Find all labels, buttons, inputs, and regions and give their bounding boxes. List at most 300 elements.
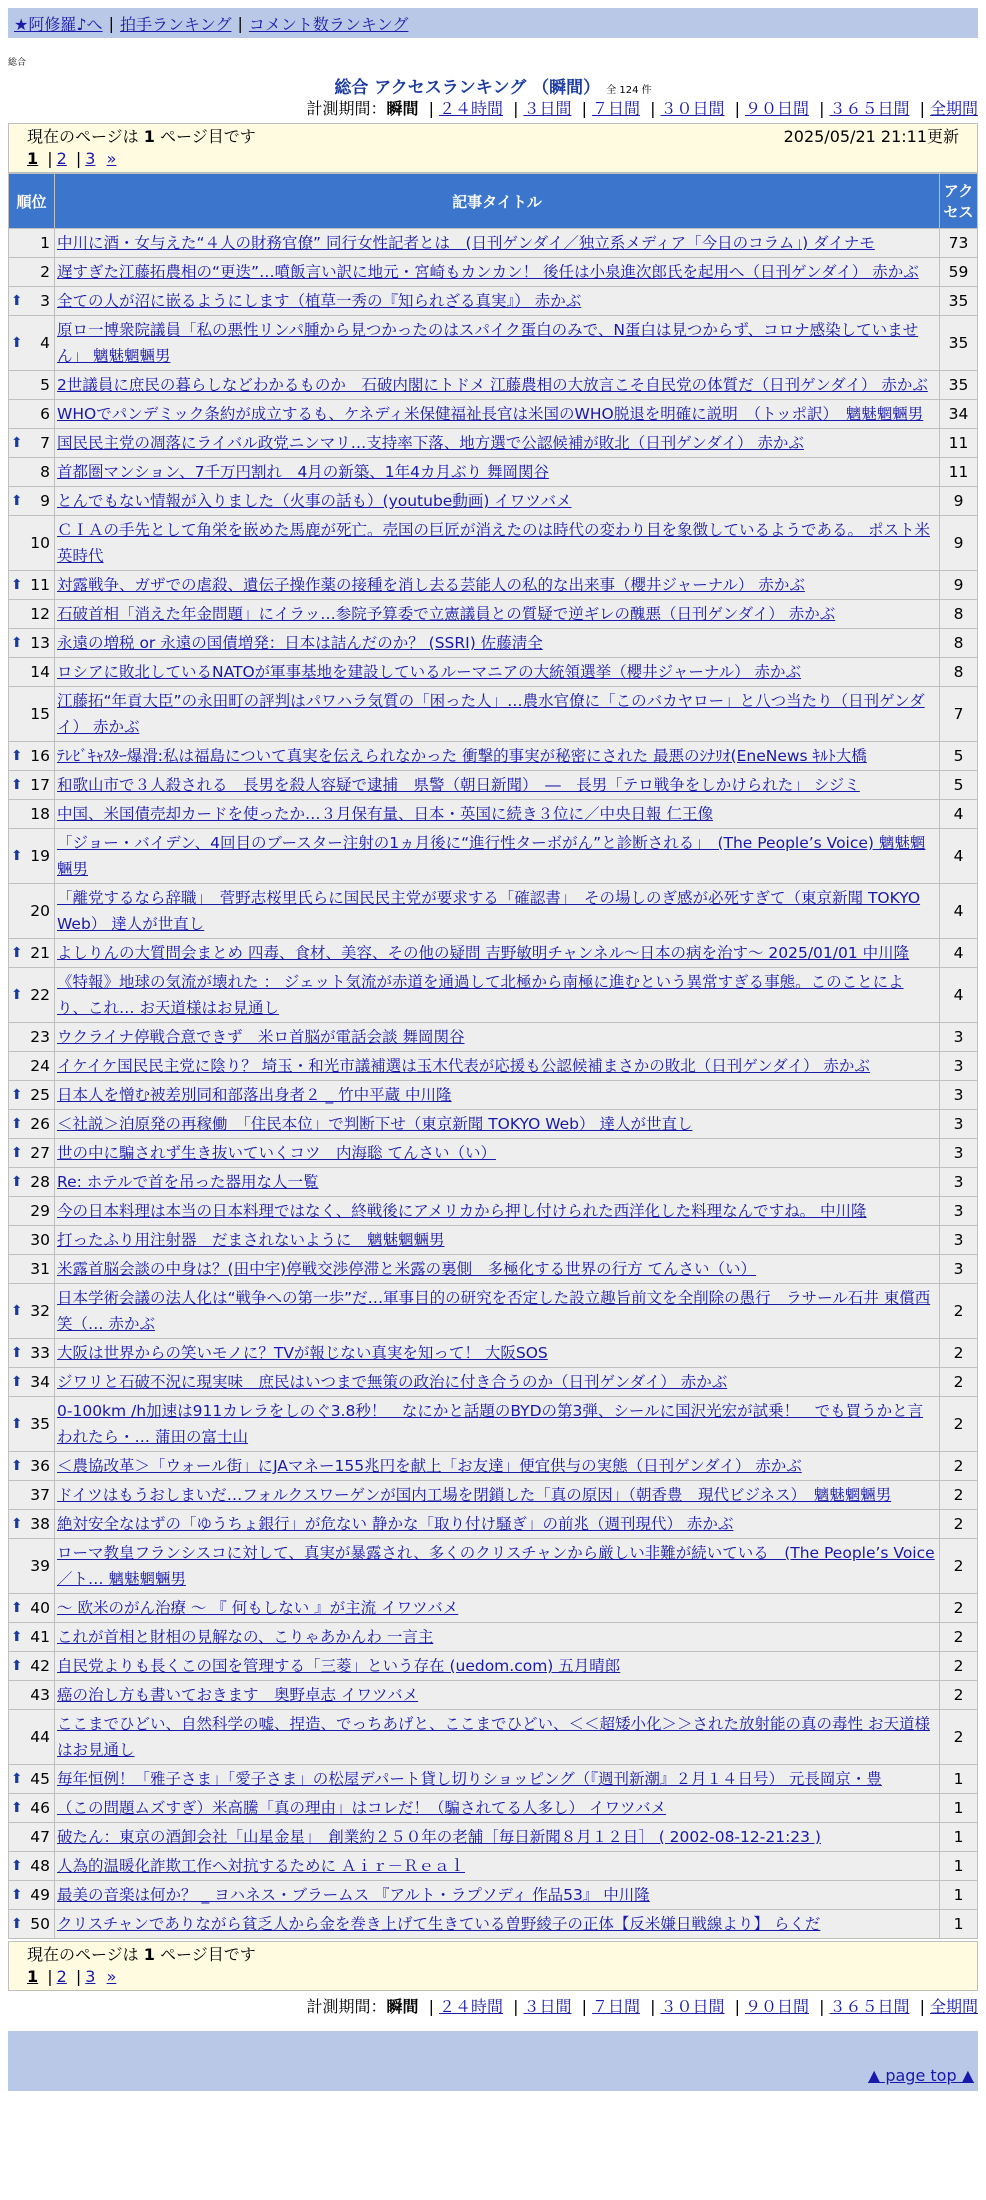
table-row [9,742,978,771]
rank-number: 27 [25,1139,55,1168]
article-title-cell [55,229,940,258]
nav-separator: | [237,13,243,33]
article-title-link[interactable]: ＣＩＡの手先として角栄を嵌めた馬鹿が死亡。売国の巨匠が消えたのは時代の変わり目を象徴しているようである。 ポスト米英時代 [57,521,930,565]
access-count: 1 [940,1852,978,1881]
pager-top: 現在のページは 1 ページ目です 2025/05/21 21:11更新 1 | 2 | 3 » [8,123,978,173]
table-row [9,429,978,458]
rank-up-arrow-icon [9,1481,25,1510]
article-title-link[interactable]: 人為的温暖化詐欺工作へ対抗するために Ａｉｒ－Ｒｅａｌ [57,1857,465,1875]
access-count: 3 [940,1139,978,1168]
rank-number: 45 [25,1765,55,1794]
article-title-link[interactable]: 最美の音楽は何か？ _ ヨハネス・ブラームス 『アルト・ラプソディ 作品53』 中川隆 [57,1886,650,1904]
rank-number: 29 [25,1197,55,1226]
rank-number: 47 [25,1823,55,1852]
rank-number: 15 [25,687,55,742]
article-title-cell [55,829,940,884]
rank-up-arrow-icon: ⬆ [9,287,25,316]
page-link-3[interactable]: 3 [85,1967,96,1986]
rank-number: 9 [25,487,55,516]
article-title-cell [55,968,940,1023]
access-count: 2 [940,1339,978,1368]
article-title-link[interactable]: ＜社説＞泊原発の再稼働 「住民本位」で判断下せ（東京新聞 TOKYO Web） 達人が世直し [57,1115,693,1133]
period-link-3d[interactable]: ３日間 [523,1997,572,2016]
article-title-cell [55,400,940,429]
article-title-cell [55,1539,940,1594]
article-title-link[interactable]: これが首相と財相の見解なの、こりゃあかんわ 一言主 [57,1628,434,1646]
rank-up-arrow-icon: ⬆ [9,1794,25,1823]
rank-number: 24 [25,1052,55,1081]
period-link-365d[interactable]: ３６５日間 [829,99,910,118]
access-count: 73 [940,229,978,258]
rank-up-arrow-icon [9,687,25,742]
pager-bottom: 現在のページは 1 ページ目です 1 | 2 | 3 » [8,1941,978,1991]
access-count: 2 [940,1510,978,1539]
access-count: 5 [940,771,978,800]
article-title-cell [55,1168,940,1197]
rank-up-arrow-icon: ⬆ [9,429,25,458]
rank-number: 48 [25,1852,55,1881]
period-current: 瞬間 [386,99,419,118]
rank-up-arrow-icon: ⬆ [9,1139,25,1168]
table-row [9,400,978,429]
article-title-link[interactable]: 大阪は世界からの笑いモノに？TVが報じない真実を知って！ 大阪SOS [57,1344,548,1362]
article-title-link[interactable]: ローマ教皇フランシスコに対して、真実が暴露され、多くのクリスチャンから厳しい非難が続いている (The People’s Voice／ト… 魑魅魍魎男 [57,1544,935,1588]
article-title-cell [55,1652,940,1681]
access-count: 3 [940,1110,978,1139]
rank-up-arrow-icon [9,600,25,629]
access-count: 4 [940,829,978,884]
article-title-link[interactable]: ウクライナ停戦合意できず 米ロ首脳が電話会談 舞岡関谷 [57,1028,465,1046]
page-next-link[interactable]: » [106,149,117,168]
rank-up-arrow-icon: ⬆ [9,1594,25,1623]
table-row [9,829,978,884]
article-title-link[interactable]: 日本学術会議の法人化は“戦争への第一歩”だ…軍事目的の研究を否定した設立趣旨前文を全削除の愚行 ラサール石井 東償西笑（… 赤かぶ [57,1289,931,1333]
table-row [9,1765,978,1794]
article-title-cell [55,771,940,800]
rank-number: 2 [25,258,55,287]
rank-up-arrow-icon: ⬆ [9,1881,25,1910]
rank-up-arrow-icon [9,1052,25,1081]
rank-number: 42 [25,1652,55,1681]
rank-up-arrow-icon [9,1539,25,1594]
period-selector-bottom: 計測期間：瞬間 | ２４時間 | ３日間 | ７日間 | ３０日間 | ９０日間 | ３６５日間 | 全期間 [306,1997,978,2016]
article-title-link[interactable]: 絶対安全なはずの「ゆうちょ銀行」が危ない 静かな「取り付け騒ぎ」の前兆（週刊現代） 赤かぶ [57,1515,734,1533]
period-label: 計測期間： [306,99,387,118]
article-title-link[interactable]: 日本人を憎む被差別同和部落出身者２ _ 竹中平蔵 中川隆 [57,1086,452,1104]
article-title-link[interactable]: 中川に酒・女与えた“４人の財務官僚” 同行女性記者とは (日刊ゲンダイ／独立系メディア「今日のコラム」) ダイナモ [57,234,875,252]
rank-number: 21 [25,939,55,968]
article-title-cell [55,1339,940,1368]
table-row [9,1339,978,1368]
rank-up-arrow-icon: ⬆ [9,771,25,800]
access-count: 2 [940,1594,978,1623]
nav-link-asyura[interactable]: ★阿修羅♪へ [14,14,103,34]
article-title-cell [55,1594,940,1623]
rank-up-arrow-icon: ⬆ [9,968,25,1023]
table-row [9,1023,978,1052]
table-row [9,1852,978,1881]
article-title-link[interactable]: ＜農協改革＞「ウォール街」にJAマネー155兆円を献上「お友達」便宜供与の実態（日刊ゲンダイ） 赤かぶ [57,1457,802,1475]
rank-up-arrow-icon: ⬆ [9,1110,25,1139]
rank-number: 37 [25,1481,55,1510]
article-title-cell [55,1110,940,1139]
rank-up-arrow-icon [9,1681,25,1710]
page-top-link[interactable]: ▲ page top ▲ [867,2066,974,2085]
article-title-link[interactable]: 癌の治し方も書いておきます 奥野卓志 イワツバメ [57,1686,419,1704]
table-row [9,1110,978,1139]
article-title-cell [55,1823,940,1852]
table-row [9,371,978,400]
table-row [9,939,978,968]
rank-up-arrow-icon: ⬆ [9,629,25,658]
access-count: 2 [940,1681,978,1710]
article-title-cell [55,658,940,687]
article-title-cell [55,1081,940,1110]
rank-up-arrow-icon: ⬆ [9,1510,25,1539]
rank-number: 16 [25,742,55,771]
article-title-link[interactable]: 首都圏マンション、7千万円割れ 4月の新築、1年4カ月ぶり 舞岡関谷 [57,463,549,481]
rank-up-arrow-icon [9,1023,25,1052]
access-count: 8 [940,600,978,629]
article-title-cell [55,429,940,458]
rank-up-arrow-icon: ⬆ [9,316,25,371]
rank-number: 38 [25,1510,55,1539]
article-title-link[interactable]: 世の中に騙されず生き抜いていくコツ 内海聡 てんさい（い） [57,1144,496,1162]
table-row [9,1539,978,1594]
header-title: 記事タイトル [55,174,940,229]
rank-number: 41 [25,1623,55,1652]
article-title-link[interactable]: 遅すぎた江藤拓農相の“更迭”…噴飯言い訳に地元・宮崎もカンカン！ 後任は小泉進次郎氏を起用へ（日刊ゲンダイ） 赤かぶ [57,263,919,281]
article-title-link[interactable]: 永遠の増税 or 永遠の国債増発：日本は詰んだのか？ (SSRI) 佐藤淸全 [57,634,543,652]
table-row [9,287,978,316]
article-title-link[interactable]: ﾃﾚﾋﾞｷｬｽﾀｰ爆滑:私は福島について真実を伝えられなかった 衝撃的事実が秘密にされた 最悪のｼﾅﾘｵ(EneNews ｷﾙﾄ大橋 [57,747,867,765]
rank-up-arrow-icon: ⬆ [9,1168,25,1197]
table-row [9,1139,978,1168]
period-link-90d[interactable]: ９０日間 [744,1997,809,2016]
article-title-cell [55,1397,940,1452]
rank-number: 49 [25,1881,55,1910]
period-link-24h[interactable]: ２４時間 [438,99,503,118]
page-link-3[interactable]: 3 [85,149,96,168]
article-title-cell [55,1481,940,1510]
table-row [9,1481,978,1510]
article-title-link[interactable]: 対露戦争、ガザでの虐殺、遺伝子操作薬の接種を消し去る芸能人の私的な出来事（櫻井ジャーナル） 赤かぶ [57,576,805,594]
rank-up-arrow-icon [9,516,25,571]
rank-up-arrow-icon: ⬆ [9,1852,25,1881]
access-count: 7 [940,687,978,742]
table-row [9,1197,978,1226]
rank-number: 33 [25,1339,55,1368]
article-title-link[interactable]: ドイツはもうおしまいだ…フォルクスワーゲンが国内工場を閉鎖した「真の原因」（朝香豊 現代ビジネス） 魑魅魍魎男 [57,1486,892,1504]
rank-number: 3 [25,287,55,316]
rank-up-arrow-icon: ⬆ [9,1368,25,1397]
rank-up-arrow-icon [9,800,25,829]
access-count: 1 [940,1823,978,1852]
rank-number: 20 [25,884,55,939]
rank-number: 22 [25,968,55,1023]
article-title-cell [55,1710,940,1765]
table-row [9,687,978,742]
access-count: 59 [940,258,978,287]
rank-up-arrow-icon [9,1255,25,1284]
table-row [9,487,978,516]
article-title-link[interactable]: クリスチャンでありながら貧乏人から金を巻き上げて生きている曽野綾子の正体【反米嫌日戦線より】 らくだ [57,1915,821,1933]
access-count: 8 [940,629,978,658]
article-title-link[interactable]: とんでもない情報が入りました（火事の話も）(youtube動画) イワツバメ [57,492,572,510]
access-count: 5 [940,742,978,771]
table-row [9,258,978,287]
table-row [9,658,978,687]
rank-up-arrow-icon: ⬆ [9,939,25,968]
rank-up-arrow-icon [9,458,25,487]
period-selector-top: 計測期間：瞬間 | ２４時間 | ３日間 | ７日間 | ３０日間 | ９０日間 | ３６５日間 | 全期間 [306,99,978,118]
nav-link-applause-ranking[interactable]: 拍手ランキング [119,14,232,34]
access-count: 35 [940,316,978,371]
article-title-link[interactable]: 全ての人が沼に嵌るようにします（植草一秀の『知られざる真実』） 赤かぶ [57,292,582,310]
rank-number: 5 [25,371,55,400]
nav-link-comment-ranking[interactable]: コメント数ランキング [248,14,409,34]
access-count: 11 [940,429,978,458]
period-link-3d[interactable]: ３日間 [523,99,572,118]
rank-number: 23 [25,1023,55,1052]
article-title-cell [55,516,940,571]
article-title-cell [55,1226,940,1255]
rank-number: 26 [25,1110,55,1139]
rank-number: 14 [25,658,55,687]
article-title-cell [55,800,940,829]
table-row [9,629,978,658]
article-title-link[interactable]: 中国、米国債売却カードを使ったか…３月保有量、日本・英国に続き３位に／中央日報 仁王像 [57,805,713,823]
nav-separator: | [108,13,114,33]
article-title-cell [55,1910,940,1939]
rank-number: 50 [25,1910,55,1939]
table-row [9,1452,978,1481]
access-count: 9 [940,516,978,571]
access-count: 2 [940,1284,978,1339]
article-title-link[interactable]: 江藤拓“年貢大臣”の永田町の評判はパワハラ気質の「困った人」…農水官僚に「このバカヤロー」と八つ当たり（日刊ゲンダイ） 赤かぶ [57,692,925,736]
table-row [9,1594,978,1623]
rank-number: 12 [25,600,55,629]
article-title-link[interactable]: 「離党するなら辞職」 菅野志桜里氏らに国民民主党が要求する「確認書」 その場しのぎ感が必死すぎて（東京新聞 TOKYO Web） 達人が世直し [57,889,921,933]
page-link-2[interactable]: 2 [56,1967,67,1986]
rank-up-arrow-icon [9,1197,25,1226]
rank-number: 35 [25,1397,55,1452]
article-title-cell [55,939,940,968]
access-count: 2 [940,1368,978,1397]
article-title-link[interactable]: 和歌山市で３人殺される 長男を殺人容疑で逮捕 県警（朝日新聞） ― 長男「テロ戦争をしかけられた」 シジミ [57,776,860,794]
access-count: 1 [940,1765,978,1794]
rank-up-arrow-icon: ⬆ [9,1397,25,1452]
article-title-link[interactable]: Re: ホテルで首を吊った器用な人一覧 [57,1173,319,1191]
rank-up-arrow-icon: ⬆ [9,1284,25,1339]
access-count: 8 [940,658,978,687]
table-row [9,1168,978,1197]
article-title-cell [55,1284,940,1339]
table-row [9,1652,978,1681]
access-count: 4 [940,800,978,829]
access-count: 1 [940,1910,978,1939]
article-title-cell [55,1052,940,1081]
access-count: 1 [940,1794,978,1823]
article-title-link[interactable]: ～ 欧米のがん治療 ～ 『 何もしない 』が主流 イワツバメ [57,1599,459,1617]
article-title-link[interactable]: 《特報》地球の気流が壊れた ： ジェット気流が赤道を通過して北極から南極に進むという異常すぎる事態。このことによ り、これ… お天道様はお見通し [57,973,904,1017]
article-title-cell [55,687,940,742]
table-row [9,1681,978,1710]
rank-up-arrow-icon [9,229,25,258]
period-link-365d[interactable]: ３６５日間 [829,1997,910,2016]
article-title-link[interactable]: 石破首相「消えた年金問題」にイラッ…参院予算委で立憲議員との質疑で逆ギレの醜悪（日刊ゲンダイ） 赤かぶ [57,605,836,623]
access-count: 4 [940,884,978,939]
access-count: 3 [940,1168,978,1197]
table-row [9,600,978,629]
access-count: 34 [940,400,978,429]
access-count: 3 [940,1197,978,1226]
rank-up-arrow-icon [9,400,25,429]
article-title-cell [55,1197,940,1226]
period-link-all[interactable]: 全期間 [929,1997,978,2016]
article-title-link[interactable]: 国民民主党の凋落にライバル政党ニンマリ…支持率下落、地方選で公認候補が敗北（日刊ゲンダイ） 赤かぶ [57,434,804,452]
page-link-2[interactable]: 2 [56,149,67,168]
rank-number: 44 [25,1710,55,1765]
table-row [9,1710,978,1765]
rank-number: 4 [25,316,55,371]
rank-up-arrow-icon: ⬆ [9,1910,25,1939]
access-count: 4 [940,939,978,968]
article-title-link[interactable]: 米露首脳会談の中身は？(田中宇)停戦交渉停滞と米露の裏側 多極化する世界の行方 てんさい（い） [57,1260,757,1278]
category-label: 総合 [8,58,27,68]
page-title [0,73,986,98]
table-row [9,1368,978,1397]
header-rank: 順位 [9,174,55,229]
period-link-all[interactable]: 全期間 [929,99,978,118]
period-link-30d[interactable]: ３０日間 [660,99,725,118]
rank-up-arrow-icon: ⬆ [9,571,25,600]
rank-number: 11 [25,571,55,600]
table-row [9,771,978,800]
article-title-link[interactable]: 「ジョー・バイデン、4回目のブースター注射の1ヵ月後に“進行性ターボがん”と診断される」 (The People’s Voice) 魑魅魍魎男 [57,834,926,878]
rank-number: 43 [25,1681,55,1710]
table-row [9,1284,978,1339]
rank-up-arrow-icon: ⬆ [9,1652,25,1681]
article-title-cell [55,458,940,487]
rank-number: 30 [25,1226,55,1255]
article-title-link[interactable]: 原ロ一博衆院議員「私の悪性リンパ腫から見つかったのはスパイク蛋白のみで、N蛋白は見つからず、コロナ感染していません」 魑魅魍魎男 [57,321,919,365]
rank-number: 6 [25,400,55,429]
article-title-cell [55,1452,940,1481]
rank-number: 10 [25,516,55,571]
access-count: 2 [940,1623,978,1652]
access-count: 35 [940,371,978,400]
article-title-link[interactable]: イケイケ国民民主党に陰り？ 埼玉・和光市議補選は玉木代表が応援も公認候補まさかの敗北（日刊ゲンダイ） 赤かぶ [57,1057,870,1075]
article-title-cell [55,316,940,371]
total-count: 全 124 件 [606,85,652,96]
period-link-7d[interactable]: ７日間 [591,99,640,118]
article-title-link[interactable]: （この問題ムズすぎ）米高騰「真の理由」はコレだ！（騙されてる人多し） イワツバメ [57,1799,667,1817]
article-title-cell [55,1255,940,1284]
rank-up-arrow-icon [9,371,25,400]
article-title-link[interactable]: 自民党よりも長くこの国を管理する「三菱」という存在 (uedom.com) 五月晴郎 [57,1657,621,1675]
page-next-link[interactable]: » [106,1967,117,1986]
page-status: 現在のページは 1 ページ目です [27,127,256,146]
table-row [9,1255,978,1284]
rank-number: 17 [25,771,55,800]
rank-number: 39 [25,1539,55,1594]
top-nav-bar [8,8,978,38]
page-current: 1 [27,1967,39,1986]
rank-up-arrow-icon [9,658,25,687]
table-row [9,968,978,1023]
rank-number: 18 [25,800,55,829]
table-row [9,1397,978,1452]
table-row [9,516,978,571]
rank-up-arrow-icon: ⬆ [9,829,25,884]
article-title-link[interactable]: 2世議員に庶民の暮らしなどわかるものか 石破内閣にトドメ 江藤農相の大放言こそ自民党の体質だ（日刊ゲンダイ） 赤かぶ [57,376,928,394]
access-count: 2 [940,1397,978,1452]
rank-number: 40 [25,1594,55,1623]
article-title-link[interactable]: ここまでひどい、自然科学の嘘、捏造、でっちあげと、ここまでひどい、＜＜超矮小化＞＞された放射能の真の毒性 お天道様はお見通し [57,1715,930,1759]
period-link-30d[interactable]: ３０日間 [660,1997,725,2016]
table-row [9,1910,978,1939]
table-row [9,571,978,600]
article-title-cell [55,600,940,629]
article-title-link[interactable]: 今の日本料理は本当の日本料理ではなく、終戦後にアメリカから押し付けられた西洋化した料理なんですね。 中川隆 [57,1202,867,1220]
article-title-cell [55,1681,940,1710]
rank-up-arrow-icon [9,1823,25,1852]
article-title-link[interactable]: 毎年恒例！「雅子さま」「愛子さま」の松屋デパート貸し切りショッピング（『週刊新潮』２月１４日号） 元長岡京・豊 [57,1770,882,1788]
article-title-link[interactable]: 破たん：東京の酒卸会社「山星金星」 創業約２５０年の老舗［毎日新聞８月１２日］ ( 2002-08-12-21:23 ) [57,1828,821,1846]
access-count: 4 [940,968,978,1023]
access-count: 35 [940,287,978,316]
access-count: 3 [940,1052,978,1081]
article-title-cell [55,487,940,516]
access-count: 3 [940,1255,978,1284]
article-title-cell [55,1881,940,1910]
access-count: 2 [940,1481,978,1510]
article-title-link[interactable]: WHOでパンデミック条約が成立するも、ケネディ米保健福祉長官は米国のWHO脱退を明確に説明 （トッポ訳） 魑魅魍魎男 [57,405,924,423]
page-title-text: 総合 アクセスランキング （瞬間） [334,78,601,98]
rank-number: 46 [25,1794,55,1823]
rank-number: 7 [25,429,55,458]
rank-up-arrow-icon: ⬆ [9,1081,25,1110]
article-title-cell [55,1794,940,1823]
article-title-cell [55,1368,940,1397]
table-row [9,1623,978,1652]
access-count: 2 [940,1452,978,1481]
article-title-cell [55,1852,940,1881]
article-title-link[interactable]: ジワリと石破不況に現実味 庶民はいつまで無策の政治に付き合うのか（日刊ゲンダイ） 赤かぶ [57,1373,728,1391]
period-link-7d[interactable]: ７日間 [591,1997,640,2016]
period-link-90d[interactable]: ９０日間 [744,99,809,118]
table-row [9,1881,978,1910]
article-title-link[interactable]: よしりんの大質問会まとめ 四毒、食材、美容、その他の疑問 吉野敏明チャンネル～日本の病を治す～ 2025/01/01 中川隆 [57,944,910,962]
period-link-24h[interactable]: ２４時間 [438,1997,503,2016]
rank-number: 34 [25,1368,55,1397]
article-title-cell [55,287,940,316]
article-title-link[interactable]: 打ったふり用注射器 だまされないように 魑魅魍魎男 [57,1231,445,1249]
rank-number: 31 [25,1255,55,1284]
access-count: 2 [940,1539,978,1594]
article-title-cell [55,884,940,939]
rank-up-arrow-icon [9,1226,25,1255]
access-count: 1 [940,1881,978,1910]
table-row [9,884,978,939]
article-title-link[interactable]: 0-100km /h加速は911カレラをしのぐ3.8秒！ なにかと話題のBYDの第3弾、シールに国沢光宏が試乗！ でも買うかと言われたら・… 蒲田の富士山 [57,1402,924,1446]
article-title-link[interactable]: ロシアに敗北しているNATOが軍事基地を建設しているルーマニアの大統領選挙（櫻井ジャーナル） 赤かぶ [57,663,802,681]
access-count: 3 [940,1023,978,1052]
table-row [9,1823,978,1852]
article-title-cell [55,742,940,771]
rank-number: 13 [25,629,55,658]
